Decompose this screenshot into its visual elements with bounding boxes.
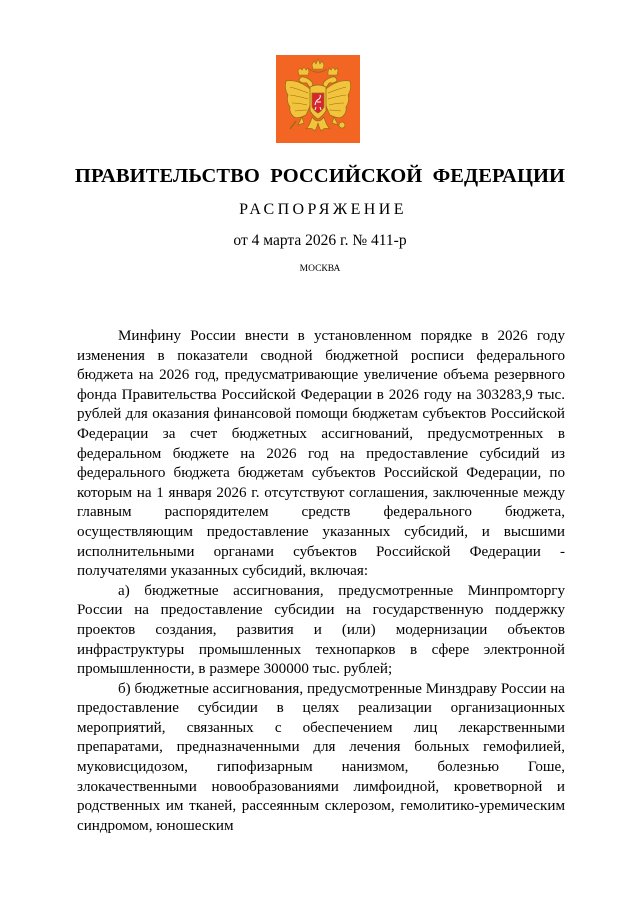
document-type: РАСПОРЯЖЕНИЕ xyxy=(239,201,407,218)
document-body xyxy=(77,327,565,836)
coat-of-arms-icon xyxy=(276,55,360,143)
document-date-number: от 4 марта 2026 г. № 411-р xyxy=(233,232,407,249)
government-title: ПРАВИТЕЛЬСТВО РОССИЙСКОЙ ФЕДЕРАЦИИ xyxy=(74,165,566,187)
body-paragraph: Минфину России внести в установленном порядке в 2026 году изменения в показатели сводной бюджетной росписи федерального бюджета на 2026 год, предусматривающие увеличение объема резервного фонда Правительства Российской Федерации в 2026 году на 303283,9 тыс. рублей для оказания финансовой помощи бюджетам субъектов Российской Федерации за счет бюджетных ассигнований, предусмотренных в федеральном бюджете на 2026 год на предоставление субсидий из федерального бюджета бюджетам субъектов Российской Федерации, по которым на 1 января 2026 г. отсутствуют соглашения, заключенные между главным распорядителем средств федерального бюджета, осуществляющим предоставление указанных субсидий, и высшими исполнительными органами субъектов Российской Федерации - получателями указанных субсидий, включая: xyxy=(77,328,565,580)
body-paragraph: а) бюджетные ассигнования, предусмотренные Минпромторгу России на предоставление субсидии на государственную поддержку проектов создания, развития и (или) модернизации объектов инфраструктуры промышленных технопарков в сфере электронной промышленности, в размере 300000 тыс. рублей; xyxy=(77,582,565,678)
document-city: МОСКВА xyxy=(299,264,341,274)
body-paragraph: б) бюджетные ассигнования, предусмотренные Минздраву России на предоставление субсидии в целях реализации организационных мероприятий, связанных с обеспечением лиц лекарственными препаратами, предназначенными для лечения больных гемофилией, муковисцидозом, гипофизарным нанизмом, болезнью Гоше, злокачественными новообразованиями лимфоидной, кроветворной и родственных им тканей, рассеянным склерозом, гемолитико-уремическим синдромом, юношеским xyxy=(77,680,565,834)
